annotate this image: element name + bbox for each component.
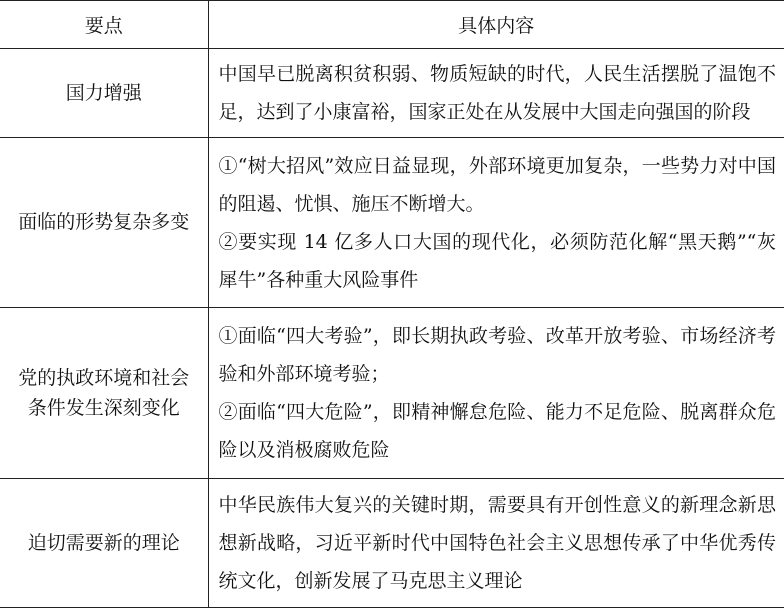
row-content bbox=[208, 49, 784, 138]
header-specific-content: 具体内容 bbox=[208, 1, 784, 49]
row-key-point: 国力增强 bbox=[0, 49, 208, 138]
table-row bbox=[0, 479, 784, 608]
row-content bbox=[208, 138, 784, 308]
header-key-point: 要点 bbox=[0, 1, 208, 49]
table-row bbox=[0, 308, 784, 479]
content-paragraph: ②要实现 14 亿多人口大国的现代化，必须防范化解“黑天鹅”“灰犀牛”各种重大风险事件 bbox=[218, 230, 776, 291]
table-header-row bbox=[0, 1, 784, 49]
row-key-point: 面临的形势复杂多变 bbox=[0, 138, 208, 308]
content-paragraph: ①“树大招风”效应日益显现，外部环境更加复杂，一些势力对中国的阻遏、忧惧、施压不断增大。 bbox=[218, 154, 776, 215]
table-row bbox=[0, 49, 784, 138]
content-paragraph: ②面临“四大危险”，即精神懈怠危险、能力不足危险、脱离群众危险以及消极腐败危险 bbox=[218, 401, 776, 461]
row-content bbox=[208, 308, 784, 479]
content-paragraph: 中国早已脱离积贫积弱、物质短缺的时代，人民生活摆脱了温饱不足，达到了小康富裕，国家正处在从发展中大国走向强国的阶段 bbox=[218, 63, 776, 123]
table-row bbox=[0, 138, 784, 308]
content-paragraph: ①面临“四大考验”，即长期执政考验、改革开放考验、市场经济考验和外部环境考验； bbox=[218, 325, 776, 385]
row-key-point: 党的执政环境和社会条件发生深刻变化 bbox=[0, 308, 208, 479]
content-paragraph: 中华民族伟大复兴的关键时期，需要具有开创性意义的新理念新思想新战略，习近平新时代中国特色社会主义思想传承了中华优秀传统文化，创新发展了马克思主义理论 bbox=[218, 494, 776, 592]
row-content bbox=[208, 479, 784, 608]
row-key-point: 迫切需要新的理论 bbox=[0, 479, 208, 608]
